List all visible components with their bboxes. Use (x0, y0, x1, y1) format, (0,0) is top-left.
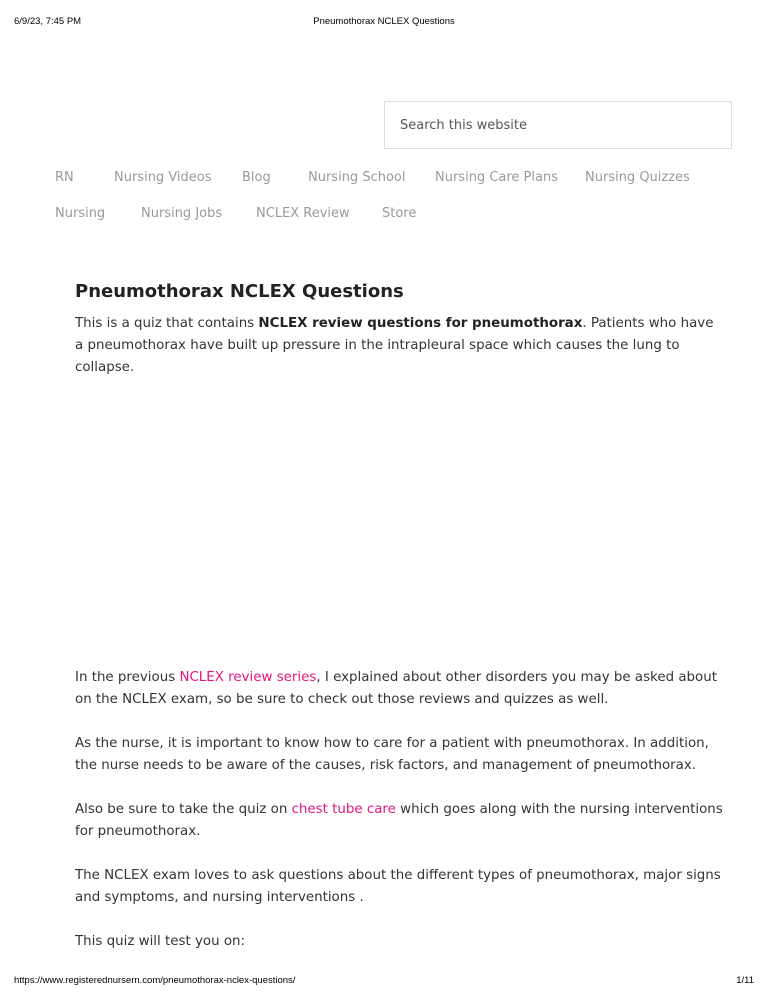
nclex-exam-paragraph: The NCLEX exam loves to ask questions about the different types of pneumothorax, major signs and symptoms, and nursing interventions . (75, 868, 721, 905)
print-header (0, 16, 768, 30)
nav-item-store[interactable]: Store (382, 206, 417, 221)
page-title: Pneumothorax NCLEX Questions (75, 281, 404, 302)
intro-bold-text: NCLEX review questions for pneumothorax (258, 316, 583, 331)
nav-item-blog[interactable]: Blog (242, 170, 271, 185)
nav-item-nursing-jobs[interactable]: Nursing Jobs (141, 206, 223, 221)
nav-item-rn[interactable]: RN (55, 170, 74, 185)
intro-text-cont: . Patients who have a pneumothorax have built up pressure in the intrapleural space which causes the lung to collapse. (75, 316, 714, 375)
quiz-intro-paragraph: This quiz will test you on: (75, 934, 246, 949)
nav-item-nursing-videos[interactable]: Nursing Videos (114, 170, 212, 185)
nav-item-nursing-school[interactable]: Nursing School (308, 170, 406, 185)
previous-series-paragraph (75, 667, 725, 711)
search-input[interactable] (385, 102, 731, 148)
paragraph-text-cont: , I explained about other disorders you may be asked about on the NCLEX exam, so be sure to check out those reviews and quizzes as well. (75, 670, 717, 707)
print-page-number: 1/11 (736, 975, 754, 986)
nav-item-nursing-care-plans[interactable]: Nursing Care Plans (435, 170, 558, 185)
search-box (384, 101, 732, 149)
nurse-care-paragraph: As the nurse, it is important to know how to care for a patient with pneumothorax. In addition, the nurse needs to be aware of the causes, risk factors, and management of pneumothorax. (75, 736, 709, 773)
nav-item-nursing-quizzes[interactable]: Nursing Quizzes (585, 170, 690, 185)
print-footer (0, 975, 768, 989)
paragraph-text: In the previous (75, 670, 180, 685)
print-title: Pneumothorax NCLEX Questions (313, 16, 455, 27)
print-url: https://www.registerednursern.com/pneumothorax-nclex-questions/ (14, 975, 296, 986)
nclex-review-series-link[interactable]: NCLEX review series (179, 670, 317, 685)
nav-item-nclex-review[interactable]: NCLEX Review (256, 206, 350, 221)
paragraph-text: Also be sure to take the quiz on (75, 802, 292, 817)
intro-paragraph (75, 313, 725, 379)
print-date: 6/9/23, 7:45 PM (14, 16, 82, 27)
paragraph-text-cont: which goes along with the nursing interventions for pneumothorax. (75, 802, 723, 839)
intro-text: This is a quiz that contains (75, 316, 259, 331)
nav-item-nursing[interactable]: Nursing (55, 206, 106, 221)
chest-tube-care-link[interactable]: chest tube care (291, 802, 396, 817)
chest-tube-paragraph (75, 799, 725, 843)
